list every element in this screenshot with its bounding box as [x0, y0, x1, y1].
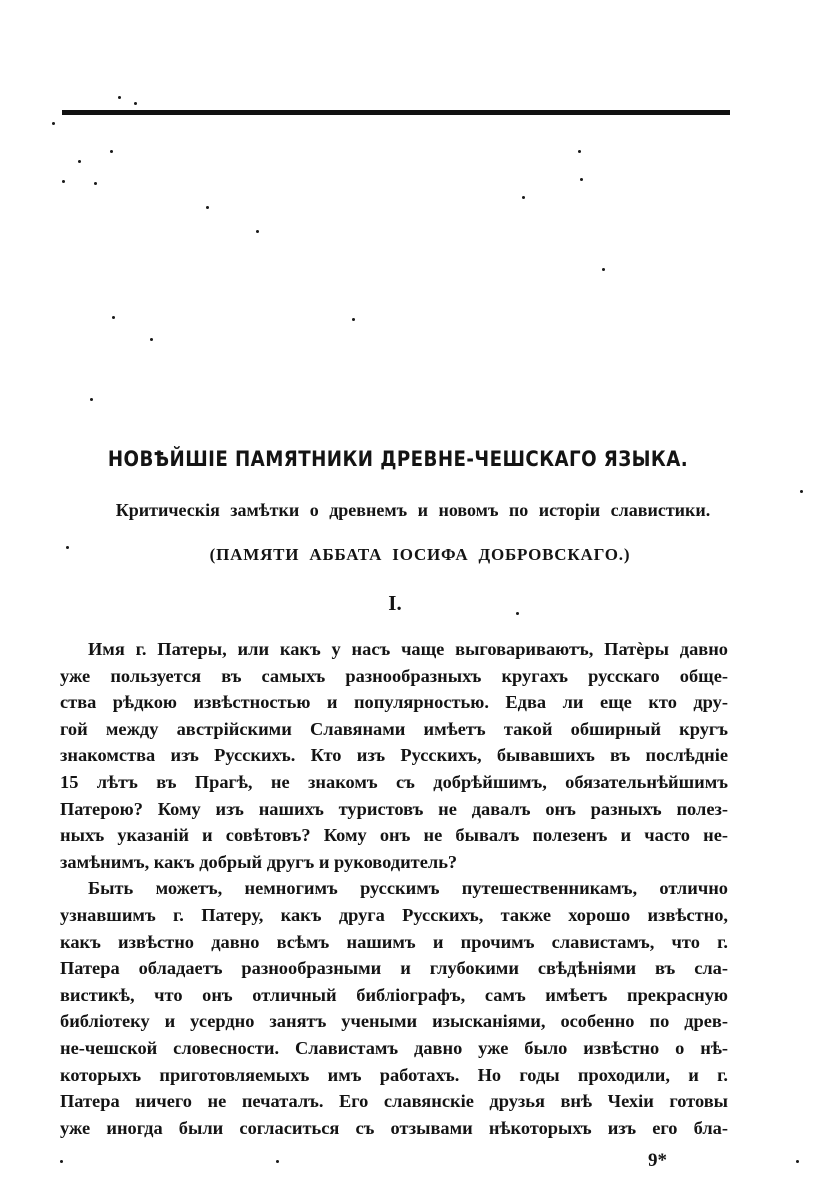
- print-speck: [134, 102, 137, 105]
- text-line: вистикѣ, что онъ отличный библіографъ, самъ имѣетъ прекрасную: [60, 984, 728, 1005]
- section-number: I.: [388, 591, 402, 615]
- page-number: 9*: [648, 1150, 667, 1171]
- print-speck: [522, 196, 525, 199]
- text-line: знакомства изъ Русскихъ. Кто изъ Русскихъ, бывавшихъ въ послѣдніе: [60, 745, 728, 766]
- text-line: замѣнимъ, какъ добрый другъ и руководитель?: [60, 851, 458, 872]
- text-line: которыхъ приготовляемыхъ имъ работахъ. Но годы проходили, и г.: [60, 1064, 728, 1085]
- text-line: не-чешской словесности. Славистамъ давно уже было извѣстно о нѣ-: [60, 1037, 728, 1058]
- text-line: Имя г. Патеры, или какъ у насъ чаще выговариваютъ, Патѐры давно: [88, 639, 728, 659]
- paragraph-2: [60, 875, 728, 1141]
- article-dedication: (ПАМЯТИ АББАТА ІОСИФА ДОБРОВСКАГО.): [209, 545, 631, 564]
- print-speck: [118, 96, 121, 99]
- text-line: ства рѣдкою извѣстностью и популярностью. Едва ли еще кто дру-: [60, 692, 728, 713]
- print-speck: [796, 1160, 799, 1163]
- text-line: Патера ничего не печаталъ. Его славянскіе друзья внѣ Чехіи готовы: [60, 1091, 728, 1112]
- print-speck: [516, 612, 519, 615]
- text-line: 15 лѣтъ въ Прагѣ, не знакомъ съ добрѣйшимъ, обязательнѣйшимъ: [60, 771, 728, 792]
- print-speck: [256, 230, 259, 233]
- print-speck: [580, 178, 583, 181]
- print-speck: [112, 316, 115, 319]
- body-text: [60, 636, 728, 1141]
- print-speck: [602, 268, 605, 271]
- text-line: какъ извѣстно давно всѣмъ нашимъ и прочимъ славистамъ, что г.: [60, 931, 728, 952]
- text-line: уже пользуется въ самыхъ разнообразныхъ кругахъ русскаго обще-: [60, 665, 728, 686]
- article-title: НОВѢЙШІЕ ПАМЯТНИКИ ДРЕВНЕ-ЧЕШСКАГО ЯЗЫКА.: [107, 446, 689, 471]
- print-speck: [60, 1160, 63, 1163]
- print-speck: [62, 180, 65, 183]
- paragraph-1: [60, 636, 728, 875]
- print-speck: [352, 318, 355, 321]
- print-speck: [52, 122, 55, 125]
- text-line: гой между австрійскими Славянами имѣетъ такой обширный кругъ: [60, 718, 728, 739]
- print-speck: [800, 490, 803, 493]
- print-speck: [94, 182, 97, 185]
- text-line: уже иногда были согласиться съ отзывами нѣкоторыхъ изъ его бла-: [60, 1117, 728, 1138]
- article-subtitle: Критическія замѣтки о древнемъ и новомъ по исторіи славистики.: [115, 500, 711, 520]
- print-speck: [110, 150, 113, 153]
- print-speck: [90, 398, 93, 401]
- text-line: библіотеку и усердно занятъ учеными изысканіями, особенно по древ-: [60, 1011, 728, 1032]
- print-speck: [78, 160, 81, 163]
- print-speck: [150, 338, 153, 341]
- print-speck: [578, 150, 581, 153]
- text-line: ныхъ указаній и совѣтовъ? Кому онъ не бывалъ полезенъ и часто не-: [60, 825, 728, 846]
- print-speck: [276, 1160, 279, 1163]
- text-line: Патера обладаетъ разнообразными и глубокими свѣдѣніями въ сла-: [60, 958, 728, 979]
- print-speck: [206, 206, 209, 209]
- text-line: Патерою? Кому изъ нашихъ туристовъ не давалъ онъ разныхъ полез-: [60, 798, 728, 819]
- text-line: узнавшимъ г. Патеру, какъ друга Русскихъ, также хорошо извѣстно,: [60, 904, 728, 925]
- top-rule-divider: [62, 110, 730, 115]
- text-line: Быть можетъ, немногимъ русскимъ путешественникамъ, отлично: [88, 878, 728, 899]
